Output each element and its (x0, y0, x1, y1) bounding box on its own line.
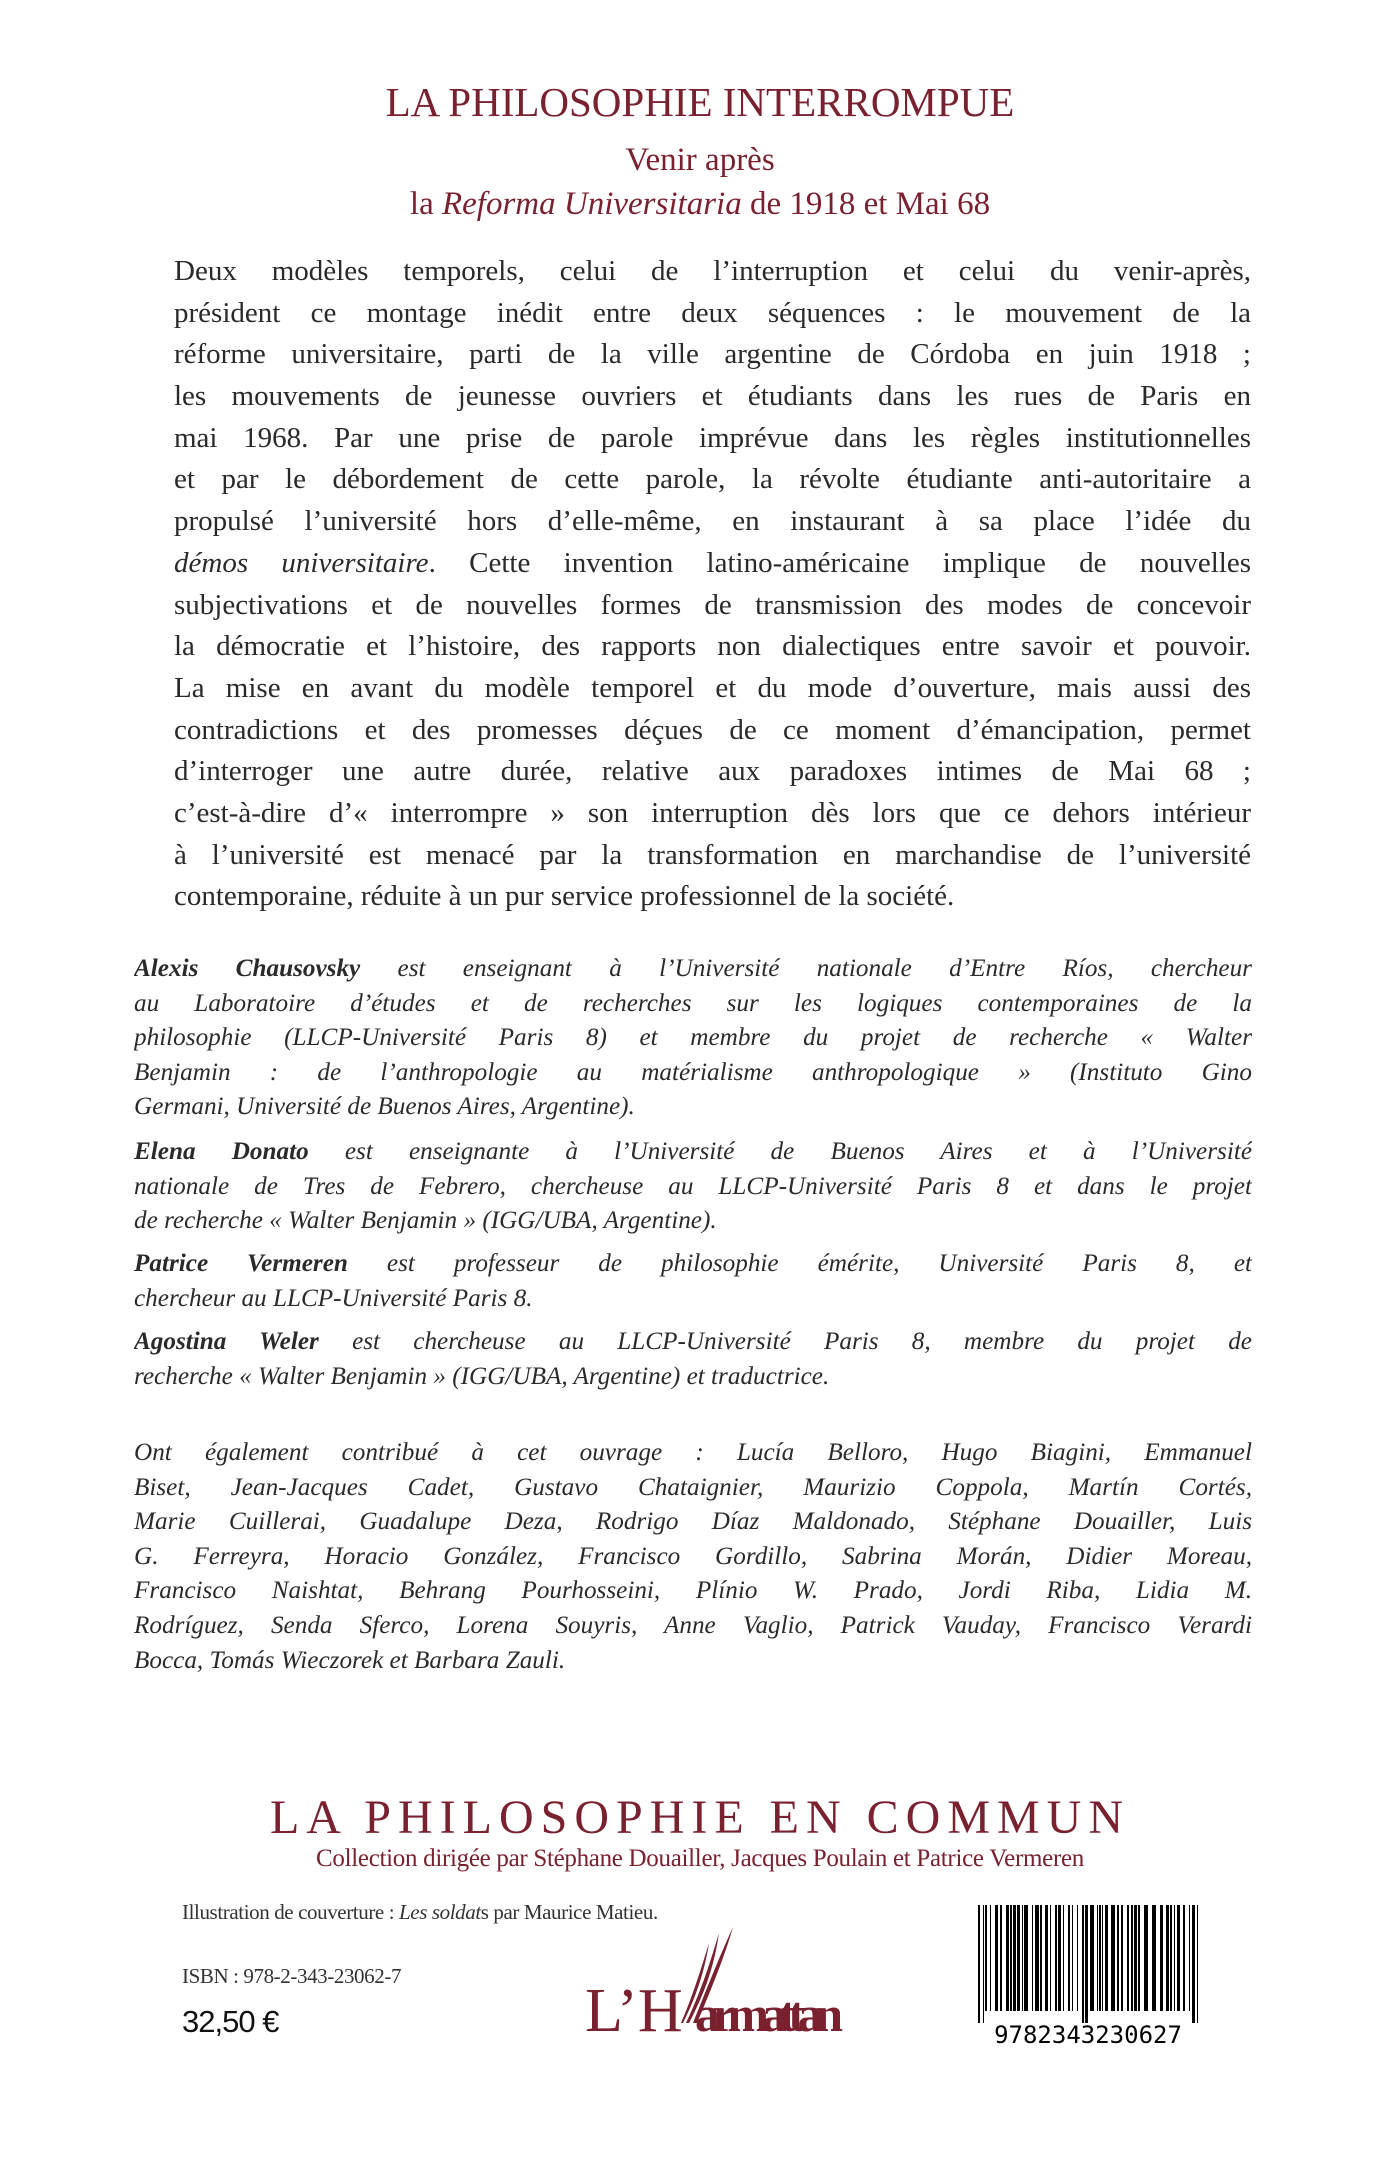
text-segment: est professeur de philosophie émérite, Université Paris 8, et (347, 1250, 1252, 1277)
text-segment: G. Ferreyra, Horacio González, Francisco Gordillo, Sabrina Morán, Didier Moreau, (134, 1542, 1252, 1570)
barcode-bar (1097, 1905, 1098, 2011)
text-segment: Ont également contribué à cet ouvrage : Lucía Belloro, Hugo Biagini, Emmanuel (134, 1439, 1252, 1466)
collection-directors: Collection dirigée par Stéphane Douailler, Jacques Poulain et Patrice Vermeren (316, 1845, 1084, 1872)
text-segment: la (409, 186, 442, 222)
barcode-bar (1160, 1905, 1163, 2011)
text-segment: la démocratie et l’histoire, des rapports non dialectiques entre savoir et pouvoir. (174, 630, 1251, 663)
text-segment: au Laboratoire d’études et de recherches sur les logiques contemporaines de la (134, 989, 1252, 1017)
barcode-bar (1166, 1905, 1169, 2011)
text-segment: Benjamin : de l’anthropologie au matérialisme anthropologique » (Instituto Gino (134, 1058, 1252, 1086)
text-segment: est enseignant à l’Université nationale d’Entre Ríos, chercheur (360, 955, 1252, 982)
text-line (134, 1609, 1252, 1644)
barcode-bar (978, 1905, 980, 2023)
text-line (174, 710, 1251, 752)
barcode-bar (1090, 1905, 1094, 2011)
italic-text: Reforma Universitaria (441, 186, 742, 222)
barcode-bar (1058, 1905, 1061, 2011)
summary-text (174, 251, 1251, 918)
barcode-bar (1050, 1905, 1051, 2011)
text-line (174, 501, 1251, 543)
text-line (134, 987, 1252, 1022)
text-segment: est enseignante à l’Université de Buenos Aires et à l’Université (308, 1138, 1252, 1165)
text-segment: Francisco Naishtat, Behrang Pourhosseini, Plínio W. Prado, Jordi Riba, Lidia M. (134, 1577, 1252, 1605)
barcode-bar (1117, 1905, 1119, 2011)
text-line (134, 1325, 1252, 1360)
barcode-bar (1082, 1905, 1084, 2023)
publisher-logo (585, 1925, 845, 2040)
text-segment: d’interroger une autre durée, relative aux paradoxes intimes de Mai 68 ; (174, 755, 1251, 788)
barcode-bar (1177, 1905, 1180, 2011)
text-segment: Biset, Jean-Jacques Cadet, Gustavo Chataignier, Maurizio Coppola, Martín Cortés, (134, 1473, 1252, 1501)
text-segment: subjectivations et de nouvelles formes de transmission des modes de concevoir (174, 588, 1251, 621)
barcode-bar (1174, 1905, 1175, 2011)
barcode-bar (1170, 1905, 1172, 2011)
collection-name: LA PHILOSOPHIE EN COMMUN (269, 1791, 1131, 1844)
barcode-bar (1127, 1905, 1129, 2011)
book-title: LA PHILOSOPHIE INTERROMPUE (385, 79, 1015, 125)
author-bio-weler (134, 1325, 1252, 1394)
text-segment: . Cette invention latino-américaine implique de nouvelles (428, 546, 1251, 579)
barcode-bar (1183, 1905, 1185, 2011)
price: 32,50 € (182, 2004, 279, 2039)
text-line (134, 1540, 1252, 1575)
text-segment: président ce montage inédit entre deux séquences : le mouvement de la (174, 296, 1251, 329)
text-segment: Illustration de couverture : (182, 1900, 399, 1924)
text-segment: Bocca, Tomás Wieczorek et Barbara Zauli. (134, 1646, 566, 1674)
text-segment: contemporaine, réduite à un pur service professionnel de la société. (174, 880, 955, 913)
barcode-bar (1013, 1905, 1016, 2011)
barcode-bar (1189, 1905, 1190, 2011)
text-line (134, 1090, 1252, 1125)
text-line (134, 1574, 1252, 1609)
text-segment: philosophie (LLCP-Université Paris 8) et membre du projet de recherche « Walter (134, 1024, 1252, 1052)
barcode-bar (1017, 1905, 1020, 2011)
text-segment: Marie Cuillerai, Guadalupe Deza, Rodrigo Díaz Maldonado, Stéphane Douailler, Luis (134, 1508, 1252, 1536)
author-name: Patrice Vermeren (134, 1250, 348, 1277)
text-line (134, 1056, 1252, 1091)
text-segment: Deux modèles temporels, celui de l’interruption et celui du venir-après, (174, 255, 1251, 287)
barcode-bar (1077, 1905, 1078, 2011)
text-line (174, 876, 1251, 918)
barcode-bar (995, 1905, 998, 2011)
barcode-bar (1144, 1905, 1148, 2011)
barcode-bar (1197, 1905, 1198, 2023)
text-line (174, 251, 1251, 293)
text-segment: Rodríguez, Senda Sferco, Lorena Souyris, Anne Vaglio, Patrick Vauday, Francisco Verardi (134, 1611, 1252, 1639)
barcode-bar (985, 1905, 987, 2011)
barcode-bar (1134, 1905, 1137, 2011)
text-segment: Germani, Université de Buenos Aires, Argentine). (134, 1093, 635, 1121)
text-segment: propulsé l’université hors d’elle-même, en instaurant à sa place l’idée du (174, 505, 1251, 538)
text-segment: La mise en avant du modèle temporel et du mode d’ouverture, mais aussi des (174, 671, 1251, 704)
italic-text: Les soldat (399, 1900, 481, 1924)
text-line (134, 1204, 1252, 1239)
author-bio-chausovsky (134, 952, 1252, 1125)
text-segment: de 1918 et Mai 68 (741, 186, 991, 222)
text-segment: et par le débordement de cette parole, la révolte étudiante anti-autoritaire a (174, 463, 1251, 496)
barcode-bar (1032, 1905, 1033, 2011)
barcode-bar (1040, 1905, 1042, 2011)
text-line (134, 1282, 1252, 1317)
text-segment: mai 1968. Par une prise de parole imprévue dans les règles institutionnelles (174, 421, 1251, 454)
text-line (174, 668, 1251, 710)
barcode-bar (1121, 1905, 1123, 2011)
text-line (134, 1247, 1252, 1282)
barcode-digits: 9782343230627 (994, 2021, 1182, 2048)
text-segment: nationale de Tres de Febrero, chercheuse au LLCP-Université Paris 8 et dans le projet (134, 1172, 1252, 1200)
barcode-bar (1055, 1905, 1057, 2011)
text-segment: c’est-à-dire d’« interrompre » son interruption dès lors que ce dehors intérieur (174, 796, 1251, 829)
barcode-bar (1138, 1905, 1140, 2011)
text-segment: à l’université est menacé par la transformation en marchandise de l’université (174, 838, 1251, 871)
text-line (174, 334, 1251, 376)
barcode-bar (1063, 1905, 1064, 2011)
barcode-bar (1035, 1905, 1039, 2011)
text-segment: les mouvements de jeunesse ouvriers et étudiants dans les rues de Paris en (174, 380, 1251, 413)
text-line (134, 1021, 1252, 1056)
author-bio-donato (134, 1135, 1252, 1239)
text-line (174, 376, 1251, 418)
barcode-bar (1085, 1905, 1088, 2023)
text-line (134, 1436, 1252, 1471)
text-line (134, 1170, 1252, 1205)
text-line (174, 543, 1251, 585)
text-line (174, 459, 1251, 501)
author-name: Agostina Weler (134, 1328, 319, 1355)
barcode-bar (1131, 1905, 1133, 2011)
barcode-bar (1000, 1905, 1002, 2011)
text-line (174, 418, 1251, 460)
barcode-bar (1072, 1905, 1073, 2011)
book-subtitle-line2 (0, 186, 1400, 223)
barcode-bar (1192, 1905, 1195, 2023)
text-line (174, 793, 1251, 835)
barcode-bar (990, 1905, 991, 2011)
text-segment: recherche « Walter Benjamin » (IGG/UBA, Argentine) et traductrice. (134, 1362, 830, 1390)
text-line (174, 293, 1251, 335)
cover-illustration-credit (182, 1900, 658, 1925)
barcode-bar (983, 1905, 984, 2023)
text-line (134, 1135, 1252, 1170)
barcode (968, 1903, 1208, 2048)
text-segment: de recherche « Walter Benjamin » (IGG/UBA, Argentine). (134, 1207, 717, 1235)
text-line (174, 585, 1251, 627)
book-subtitle: Venir après (625, 142, 775, 178)
barcode-bar (1105, 1905, 1108, 2011)
text-segment: s par Maurice Matieu. (480, 1900, 658, 1924)
text-segment: contradictions et des promesses déçues de ce moment d’émancipation, permet (174, 713, 1251, 746)
text-line (134, 1644, 1252, 1679)
text-line (134, 952, 1252, 987)
text-segment: réforme universitaire, parti de la ville argentine de Córdoba en juin 1918 ; (174, 338, 1251, 371)
svg-text:L’H: L’H (585, 1977, 683, 2040)
barcode-bar (1102, 1905, 1103, 2011)
barcode-bar (1111, 1905, 1115, 2011)
barcode-bar (1152, 1905, 1156, 2011)
author-name: Alexis Chausovsky (134, 955, 361, 982)
barcode-bar (1022, 1905, 1023, 2011)
barcode-bar (1010, 1905, 1012, 2011)
text-line (134, 1471, 1252, 1506)
text-segment: est chercheuse au LLCP-Université Paris 8, membre du projet de (318, 1328, 1252, 1355)
barcode-bar (1068, 1905, 1070, 2011)
barcode-bar (1024, 1905, 1028, 2011)
text-line (174, 626, 1251, 668)
author-name: Elena Donato (134, 1138, 309, 1165)
barcode-bar (1006, 1905, 1009, 2011)
svg-text:armattan: armattan (695, 1986, 843, 2040)
text-line (174, 751, 1251, 793)
text-line (174, 835, 1251, 877)
text-line (134, 1360, 1252, 1395)
barcode-bar (1099, 1905, 1101, 2011)
author-bio-vermeren (134, 1247, 1252, 1316)
text-line (134, 1505, 1252, 1540)
text-segment: chercheur au LLCP-Université Paris 8. (134, 1284, 533, 1312)
contributors-list (134, 1436, 1252, 1678)
italic-text: démos universitaire (174, 546, 429, 579)
barcode-bar (1045, 1905, 1048, 2011)
isbn: ISBN : 978-2-343-23062-7 (182, 1964, 402, 1988)
